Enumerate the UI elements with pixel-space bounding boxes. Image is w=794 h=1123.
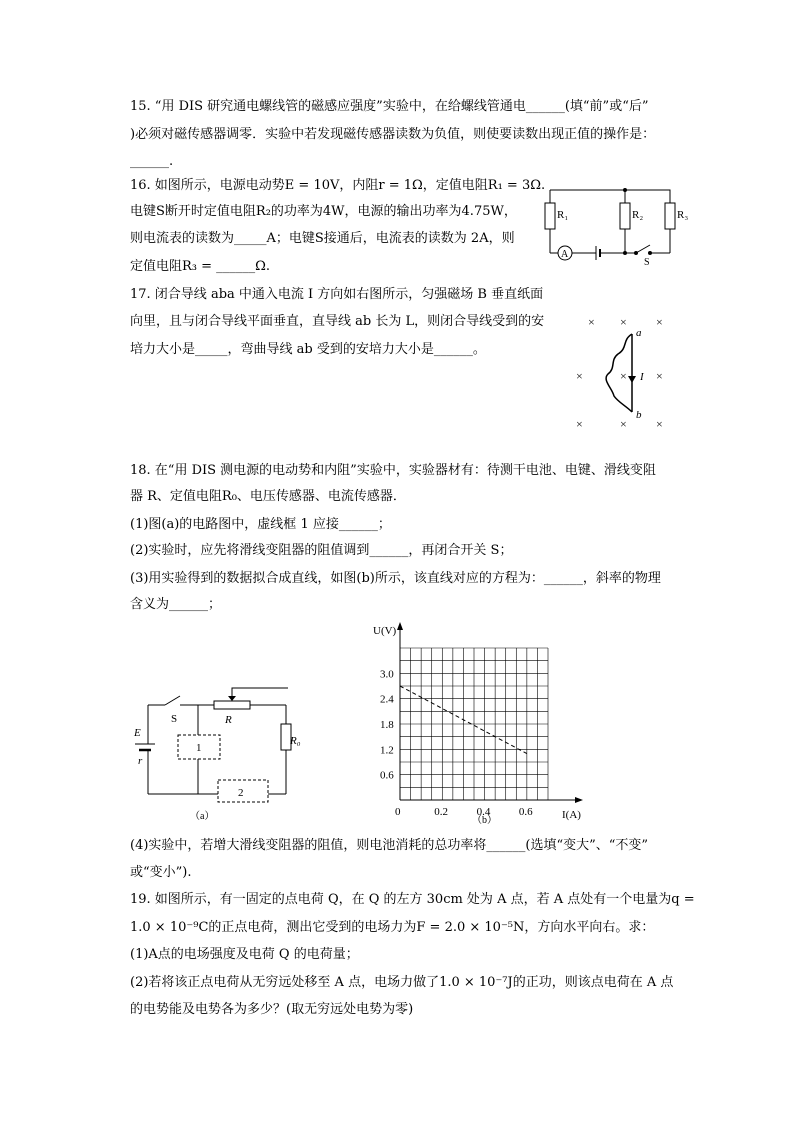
r1-label: R₁ <box>557 209 569 221</box>
q17-line1: 17. 闭合导线 aba 中通入电流 I 方向如右图所示，匀强磁场 B 垂直纸面 <box>130 287 544 302</box>
cross-mark: × <box>576 369 583 383</box>
y-tick-label: 1.2 <box>380 744 394 757</box>
r2-label: R₂ <box>632 209 644 221</box>
point-b: b <box>636 409 642 421</box>
cross-mark: × <box>656 369 663 383</box>
internal-r-label: r <box>138 755 143 767</box>
q17-line2: 向里，且与闭合导线平面垂直，直导线 ab 长为 L，则闭合导线受到的安 <box>130 314 545 329</box>
q19-line4: (2)若将该正点电荷从无穷远处移至 A 点，电场力做了1.0 × 10⁻⁷J的正功，则该点电荷在 A 点 <box>130 975 674 990</box>
y-tick-label: 0.6 <box>380 769 394 782</box>
r0-label: R₀ <box>290 735 301 747</box>
y-axis-label: U(V) <box>373 625 397 637</box>
cross-mark: × <box>620 369 627 383</box>
q18-line8: 或“变小”). <box>130 865 192 880</box>
q16-line3: 则电流表的读数为_____A；电键S接通后，电流表的读数为 2A，则 <box>130 231 515 246</box>
rheostat-r-label: R <box>225 714 232 726</box>
q19-line5: 的电势能及电势各为多少？(取无穷远处电势为零) <box>130 1002 414 1017</box>
q15-line1: 15. “用 DIS 研究通电螺线管的磁感应强度”实验中，在给螺线管通电______(填“前”或“后” <box>130 99 649 114</box>
y-tick-label: 1.8 <box>380 719 394 731</box>
y-tick-label: 2.4 <box>380 693 394 706</box>
y-tick-label: 3.0 <box>380 668 394 681</box>
figure-b-caption: （b） <box>472 815 497 826</box>
cross-mark: × <box>620 417 627 431</box>
figure-a-caption: （a） <box>190 811 215 822</box>
cross-mark: × <box>656 315 663 329</box>
q18-circuit-figure-a <box>130 680 305 825</box>
emf-e-label: E <box>134 727 141 739</box>
q18-chart-figure-b <box>365 620 605 830</box>
box2-label: 2 <box>238 787 244 799</box>
q18-line6: 含义为______； <box>130 597 222 612</box>
q16-line1: 16. 如图所示，电源电动势E = 10V，内阻r = 1Ω，定值电阻R₁ = 3Ω. <box>130 178 546 193</box>
switch-s-label: S <box>171 713 178 725</box>
q17-line3: 培力大小是_____，弯曲导线 ab 受到的安培力大小是______。 <box>130 342 486 357</box>
q18-line3: (1)图(a)的电路图中，虚线框 1 应接______； <box>130 517 391 532</box>
q18-line2: 器 R、定值电阻R₀、电压传感器、电流传感器． <box>130 489 406 504</box>
q16-line2: 电键S断开时定值电阻R₂的功率为4W，电源的输出功率为4.75W， <box>130 204 517 219</box>
q18-line7: (4)实验中，若增大滑线变阻器的阻值，则电池消耗的总功率将______(选填“变大”、“不变” <box>130 838 649 853</box>
q18-line4: (2)实验时，应先将滑线变阻器的阻值调到______，再闭合开关 S； <box>130 543 513 558</box>
box1-label: 1 <box>196 742 202 754</box>
cross-mark: × <box>588 315 595 329</box>
q19-line2: 1.0 × 10⁻⁹C的正点电荷，测出它受到的电场力为F = 2.0 × 10⁻⁵N，方向水平向右。求： <box>130 920 655 935</box>
q15-line3: ______. <box>130 154 174 169</box>
q19-line1: 19. 如图所示，有一固定的点电荷 Q，在 Q 的左方 30cm 处为 A 点，若 A 点处有一个电量为q = <box>130 892 695 907</box>
x-axis-label: I(A) <box>562 809 581 821</box>
r3-label: R₃ <box>677 209 689 221</box>
current-i: I <box>640 371 644 383</box>
q16-line4: 定值电阻R₃ = ______Ω. <box>130 259 271 274</box>
ammeter-label: A <box>561 249 569 260</box>
q15-line2: )必须对磁传感器调零．实验中若发现磁传感器读数为负值，则使要读数出现正值的操作是： <box>130 127 656 142</box>
switch-label: S <box>644 257 650 268</box>
cross-mark: × <box>576 417 583 431</box>
q18-line1: 18. 在“用 DIS 测电源的电动势和内阻”实验中，实验器材有：待测干电池、电键、滑线变阻 <box>130 463 656 478</box>
x-tick-label: 0.4 <box>476 806 491 818</box>
q17-field-figure <box>570 310 680 435</box>
q19-line3: (1)A点的电场强度及电荷 Q 的电荷量； <box>130 947 359 962</box>
x-tick-label: 0.6 <box>518 806 533 818</box>
cross-mark: × <box>656 417 663 431</box>
point-a: a <box>636 327 642 339</box>
q16-circuit-figure <box>540 183 690 273</box>
x-tick-label: 0 <box>395 806 401 818</box>
cross-mark: × <box>620 315 627 329</box>
q18-line5: (3)用实验得到的数据拟合成直线，如图(b)所示，该直线对应的方程为：______，斜率的物理 <box>130 571 661 586</box>
x-tick-label: 0.2 <box>434 806 449 818</box>
